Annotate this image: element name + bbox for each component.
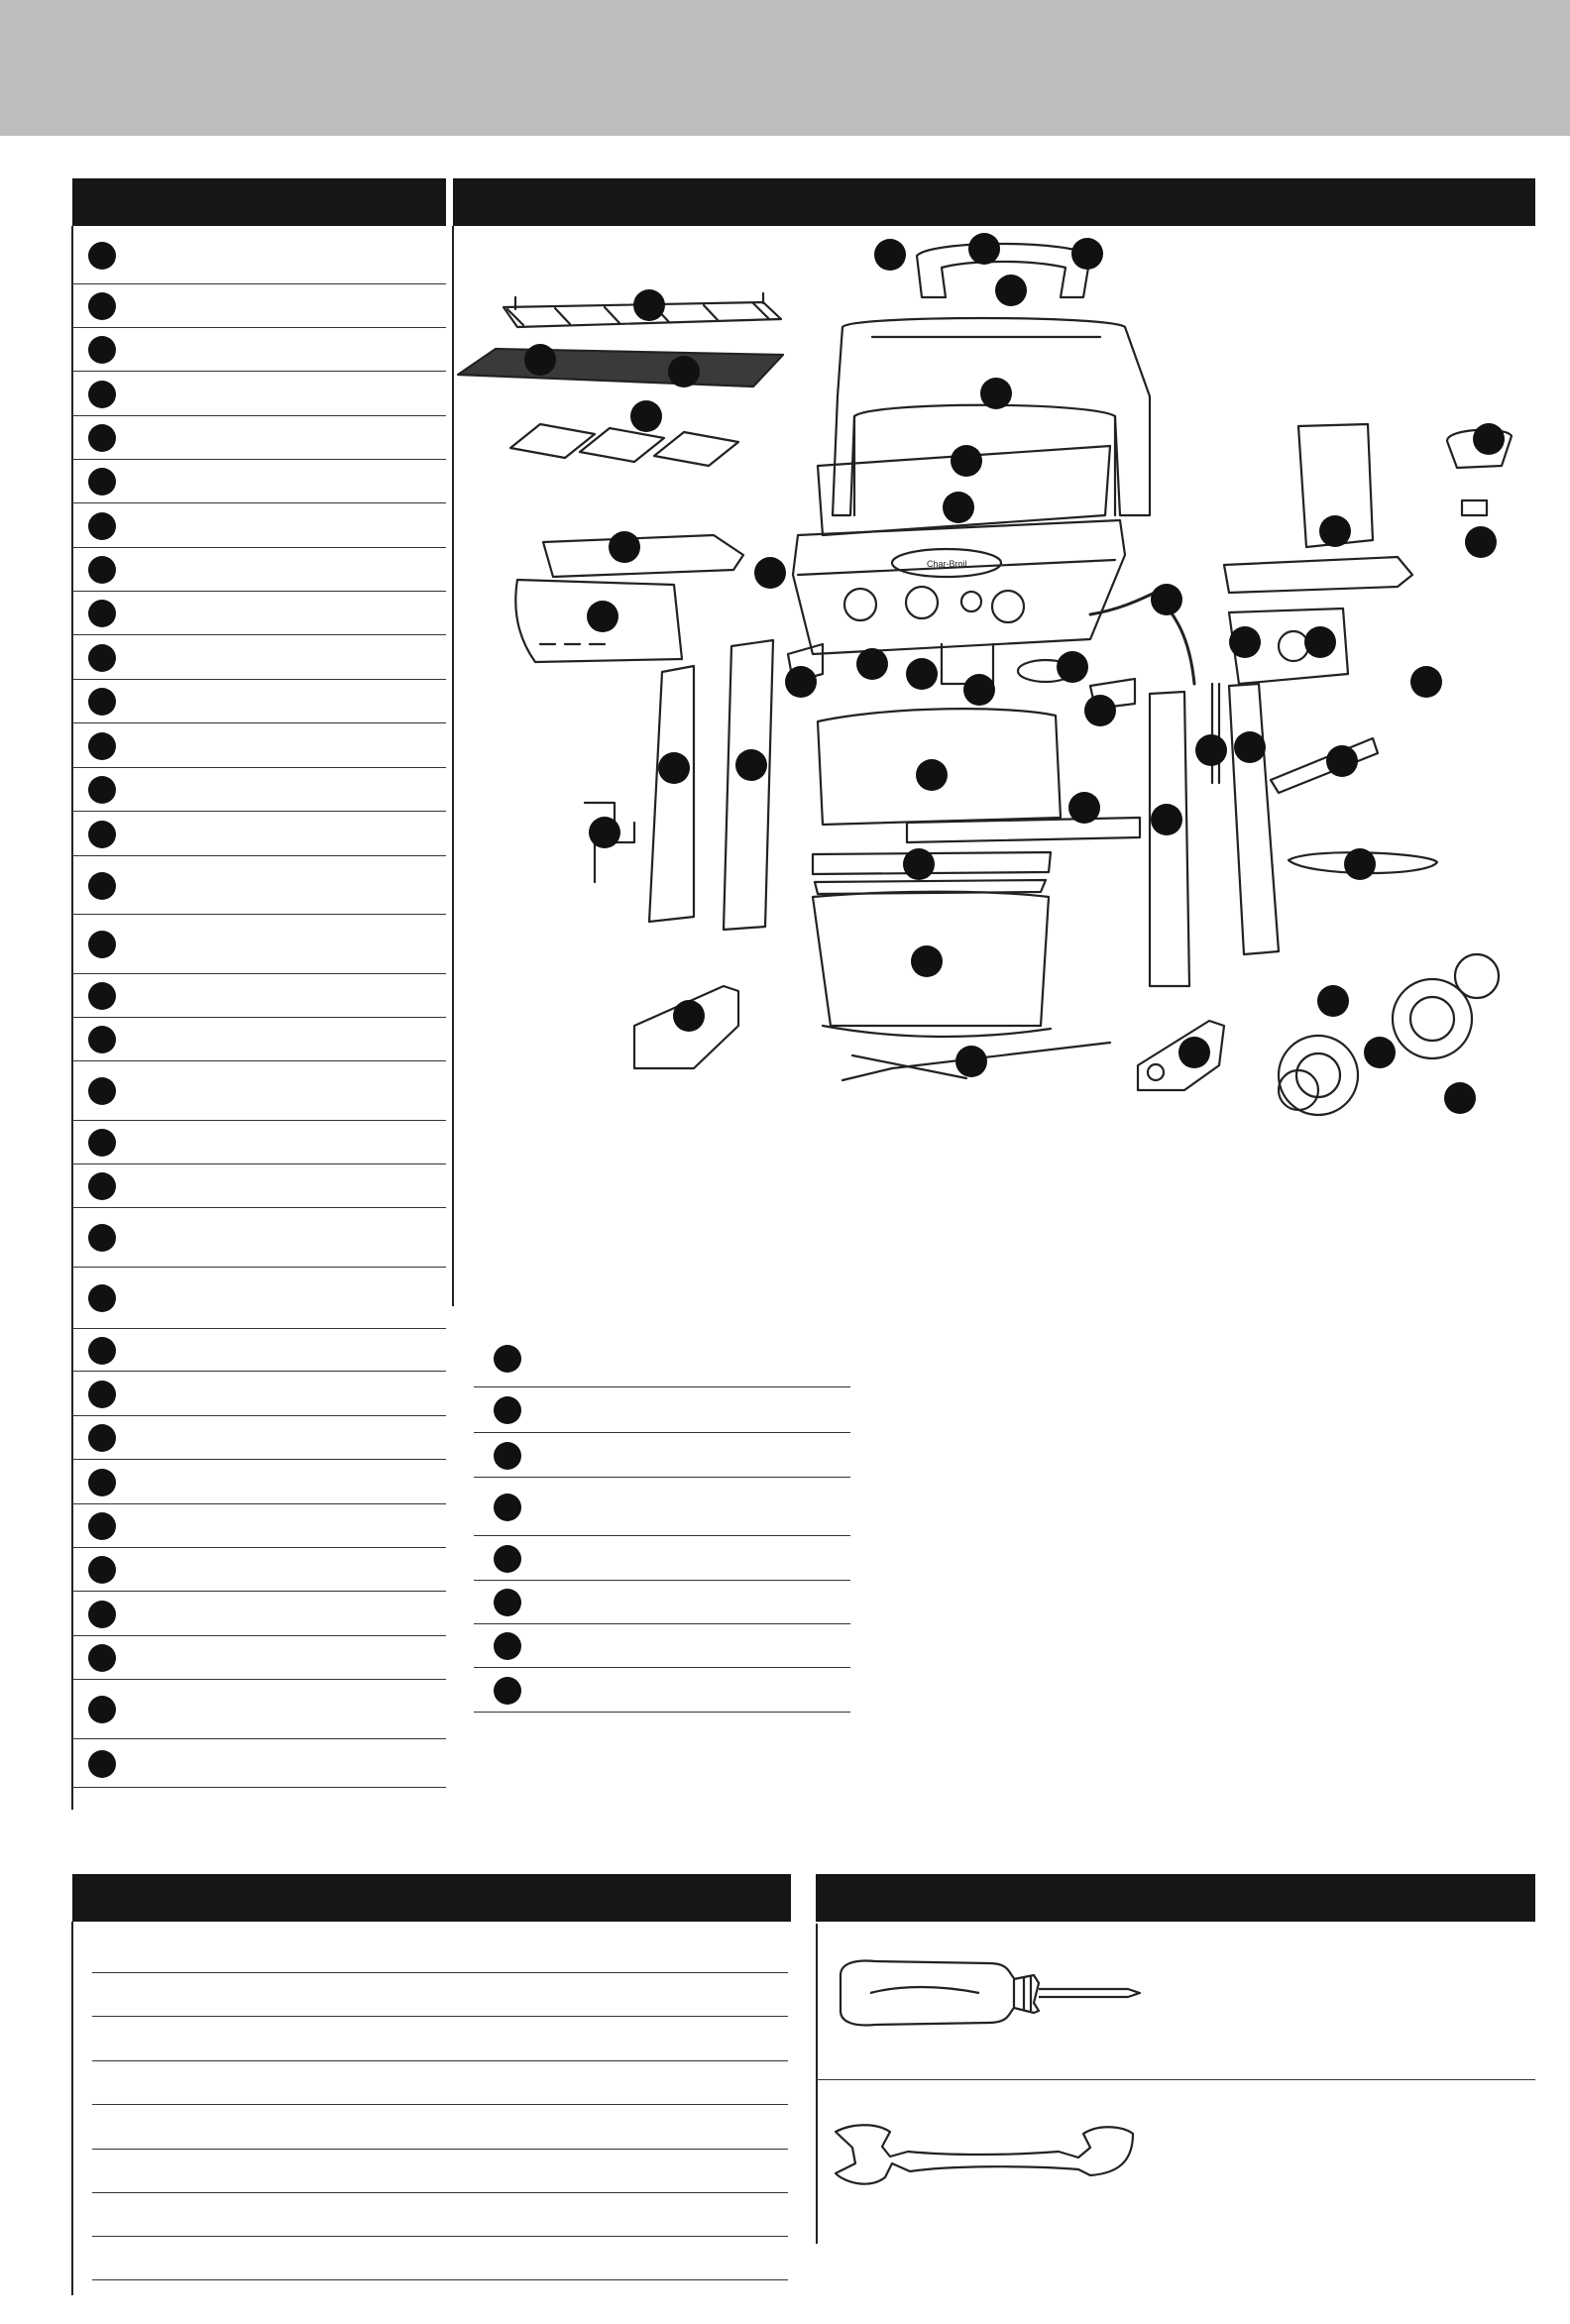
parts-list-row: [72, 1268, 446, 1329]
part-callout-dot: [494, 1589, 521, 1616]
parts-list-row: [72, 1164, 446, 1208]
parts-list-row: [72, 723, 446, 768]
parts-list-row: [72, 226, 446, 284]
part-callout-dot: [88, 872, 116, 900]
part-callout-dot: [494, 1396, 521, 1424]
hardware-row-line: [92, 2192, 788, 2193]
part-callout-dot: [88, 512, 116, 540]
parts-list-row: [72, 635, 446, 680]
part-callout-dot: [494, 1442, 521, 1470]
tools-panel: [816, 1924, 1535, 2244]
parts-list-row: [72, 1208, 446, 1268]
hardware-header: [72, 1874, 791, 1922]
part-callout-dot: [88, 821, 116, 848]
parts-list-row: [72, 1548, 446, 1592]
hardware-row-line: [92, 1972, 788, 1973]
hardware-row-line: [92, 2016, 788, 2017]
parts-list-row: [72, 680, 446, 723]
screwdriver-icon: [831, 1953, 1158, 2033]
parts-list-row: [72, 1460, 446, 1504]
hardware-row-line: [92, 2236, 788, 2237]
parts-list-row: [72, 1739, 446, 1788]
part-callout-dot: [88, 1644, 116, 1672]
parts-list-row: [72, 768, 446, 812]
parts-list-row: [72, 1680, 446, 1739]
part-callout-dot: [88, 1381, 116, 1408]
parts-list-row: [72, 1061, 446, 1121]
cooking-grate-icon: [458, 349, 783, 387]
part-callout-dot: [88, 1026, 116, 1053]
part-callout-dot: [88, 776, 116, 804]
parts-list-row: [72, 1372, 446, 1416]
grill-logo-text: Char-Broil: [927, 559, 967, 569]
tools-header: [816, 1874, 1535, 1922]
part-callout-dot: [88, 1129, 116, 1157]
parts-list-row: [72, 1329, 446, 1372]
hardware-row-line: [92, 2279, 788, 2280]
part-callout-dot: [88, 732, 116, 760]
parts-list-row: [72, 548, 446, 592]
part-callout-dot: [494, 1677, 521, 1705]
wrench-icon: [831, 2112, 1158, 2211]
part-callout-dot: [88, 600, 116, 627]
parts-list-row: [72, 592, 446, 635]
part-callout-dot: [88, 982, 116, 1010]
part-callout-dot: [88, 556, 116, 584]
parts-list-row: [474, 1329, 850, 1387]
top-banner: [0, 0, 1570, 136]
parts-list-header: [72, 178, 446, 226]
parts-list-row: [72, 372, 446, 416]
hardware-row-line: [92, 2104, 788, 2105]
part-callout-dot: [88, 1337, 116, 1365]
part-callout-dot: [88, 688, 116, 716]
grill-exploded-view-icon: [454, 226, 1535, 1306]
tools-left-border: [816, 1924, 818, 2244]
lid-icon: [833, 318, 1150, 515]
parts-list-row: [72, 1504, 446, 1548]
part-callout-dot: [88, 1750, 116, 1778]
parts-list-row: [72, 1416, 446, 1460]
part-callout-dot: [88, 381, 116, 408]
part-callout-dot: [88, 1556, 116, 1584]
parts-list-row: [72, 416, 446, 460]
part-callout-dot: [88, 644, 116, 672]
part-callout-dot: [88, 424, 116, 452]
parts-list-row: [72, 915, 446, 974]
hardware-row-line: [92, 2149, 788, 2150]
part-callout-dot: [88, 1424, 116, 1452]
flame-tamer-icon: [510, 424, 738, 466]
parts-list-row: [72, 1018, 446, 1061]
part-callout-dot: [88, 336, 116, 364]
part-callout-dot: [88, 292, 116, 320]
hardware-row-line: [92, 2060, 788, 2061]
parts-list-row: [72, 974, 446, 1018]
part-callout-dot: [494, 1545, 521, 1573]
part-callout-dot: [88, 468, 116, 496]
parts-list-row: [474, 1624, 850, 1668]
parts-diagram-header: [453, 178, 1535, 226]
part-callout-dot: [88, 1696, 116, 1723]
parts-list-row: [474, 1387, 850, 1433]
parts-list-row: [72, 328, 446, 372]
parts-list-row: [72, 1592, 446, 1636]
parts-list-row: [72, 460, 446, 503]
side-burner-icon: [1224, 424, 1512, 593]
part-callout-dot: [88, 931, 116, 958]
parts-list-row: [72, 1636, 446, 1680]
parts-list-row: [474, 1668, 850, 1713]
part-callout-dot: [494, 1632, 521, 1660]
hardware-left-border: [71, 1922, 73, 2295]
part-callout-dot: [88, 1172, 116, 1200]
parts-list-row: [72, 856, 446, 915]
parts-list-row: [474, 1478, 850, 1536]
part-callout-dot: [88, 1601, 116, 1628]
part-callout-dot: [88, 242, 116, 270]
parts-list-row: [474, 1581, 850, 1624]
part-callout-dot: [88, 1077, 116, 1105]
tools-divider: [816, 2079, 1535, 2080]
parts-list-row: [72, 812, 446, 856]
parts-list-row: [474, 1536, 850, 1581]
part-callout-dot: [494, 1345, 521, 1373]
parts-list-row: [474, 1433, 850, 1478]
parts-list-row: [72, 503, 446, 548]
part-callout-dot: [88, 1224, 116, 1252]
part-callout-dot: [88, 1512, 116, 1540]
part-callout-dot: [88, 1469, 116, 1496]
parts-list-row: [72, 284, 446, 328]
part-callout-dot: [88, 1284, 116, 1312]
part-callout-dot: [494, 1494, 521, 1521]
parts-list-row: [72, 1121, 446, 1164]
